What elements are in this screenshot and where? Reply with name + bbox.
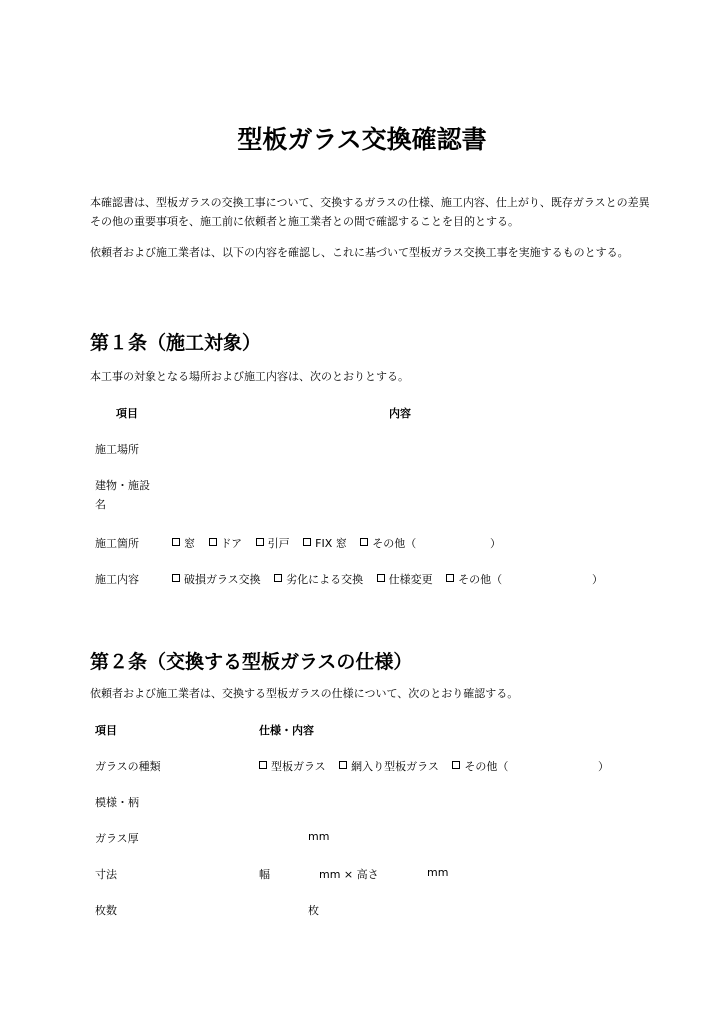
option-spec-change[interactable]: 仕様変更 [377, 571, 433, 587]
row-label-thickness: ガラス厚 [95, 832, 139, 845]
checkbox-icon [274, 574, 282, 582]
intro-paragraph-2: 依頼者および施工業者は、以下の内容を確認し、これに基づいて型板ガラス交換工事を実施するものとする。 [90, 246, 629, 259]
row-label-building-1: 建物・施設 [95, 479, 150, 492]
checkbox-icon [259, 761, 267, 769]
count-unit: 枚 [308, 904, 319, 917]
section2-heading: 第２条（交換する型板ガラスの仕様） [90, 651, 413, 673]
location-other-close: ） [490, 537, 501, 550]
section1-intro: 本工事の対象となる場所および施工内容は、次のとおりとする。 [90, 370, 409, 383]
row-label-pattern: 模様・柄 [95, 796, 139, 809]
section1-header-content: 内容 [389, 407, 411, 420]
checkbox-icon [209, 538, 217, 546]
document-title: 型板ガラス交換確認書 [237, 125, 487, 154]
option-other[interactable]: その他（ [360, 535, 416, 551]
row-label-building-2: 名 [95, 498, 106, 511]
option-window[interactable]: 窓 [172, 535, 195, 551]
row-label-size: 寸法 [95, 868, 117, 881]
section2-intro: 依頼者および施工業者は、交換する型板ガラスの仕様について、次のとおり確認する。 [90, 687, 519, 700]
section1-header-item: 項目 [116, 407, 138, 420]
option-fix-window[interactable]: FIX 窓 [303, 535, 347, 551]
section2-header-content: 仕様・内容 [259, 724, 314, 737]
checkbox-icon [360, 538, 368, 546]
checkbox-icon [446, 574, 454, 582]
size-width-label: 幅 [259, 868, 270, 881]
checkbox-icon [303, 538, 311, 546]
option-door[interactable]: ドア [209, 535, 243, 551]
checkbox-icon [172, 574, 180, 582]
checkbox-icon [339, 761, 347, 769]
option-deterioration[interactable]: 劣化による交換 [274, 571, 363, 587]
section2-header-item: 項目 [95, 724, 117, 737]
checkbox-icon [256, 538, 264, 546]
checkbox-icon [377, 574, 385, 582]
section1-heading: 第１条（施工対象） [90, 332, 262, 354]
option-wired-patterned-glass[interactable]: 網入り型板ガラス [339, 758, 439, 774]
option-patterned-glass[interactable]: 型板ガラス [259, 758, 326, 774]
work-options [172, 571, 512, 587]
row-label-glass-type: ガラスの種類 [95, 760, 161, 773]
row-label-location: 施工箇所 [95, 537, 139, 550]
option-type-other[interactable]: その他（ [452, 758, 508, 774]
option-broken-glass[interactable]: 破損ガラス交換 [172, 571, 261, 587]
row-label-count: 枚数 [95, 904, 117, 917]
option-sliding-door[interactable]: 引戸 [256, 535, 290, 551]
size-mid-label: mm × 高さ [319, 868, 379, 881]
checkbox-icon [172, 538, 180, 546]
type-other-close: ） [598, 760, 609, 773]
location-options [172, 535, 426, 551]
glass-type-options [259, 758, 518, 774]
row-label-work: 施工内容 [95, 573, 139, 586]
option-work-other[interactable]: その他（ [446, 571, 502, 587]
size-unit: mm [427, 866, 449, 879]
checkbox-icon [452, 761, 460, 769]
thickness-unit: mm [308, 830, 330, 843]
intro-paragraph-1: 本確認書は、型板ガラスの交換工事について、交換するガラスの仕様、施工内容、仕上がり、既存ガラスとの差異その他の重要事項を、施工前に依頼者と施工業者との間で確認することを目的とする。 [90, 196, 650, 228]
work-other-close: ） [592, 573, 603, 586]
row-label-place: 施工場所 [95, 443, 139, 456]
